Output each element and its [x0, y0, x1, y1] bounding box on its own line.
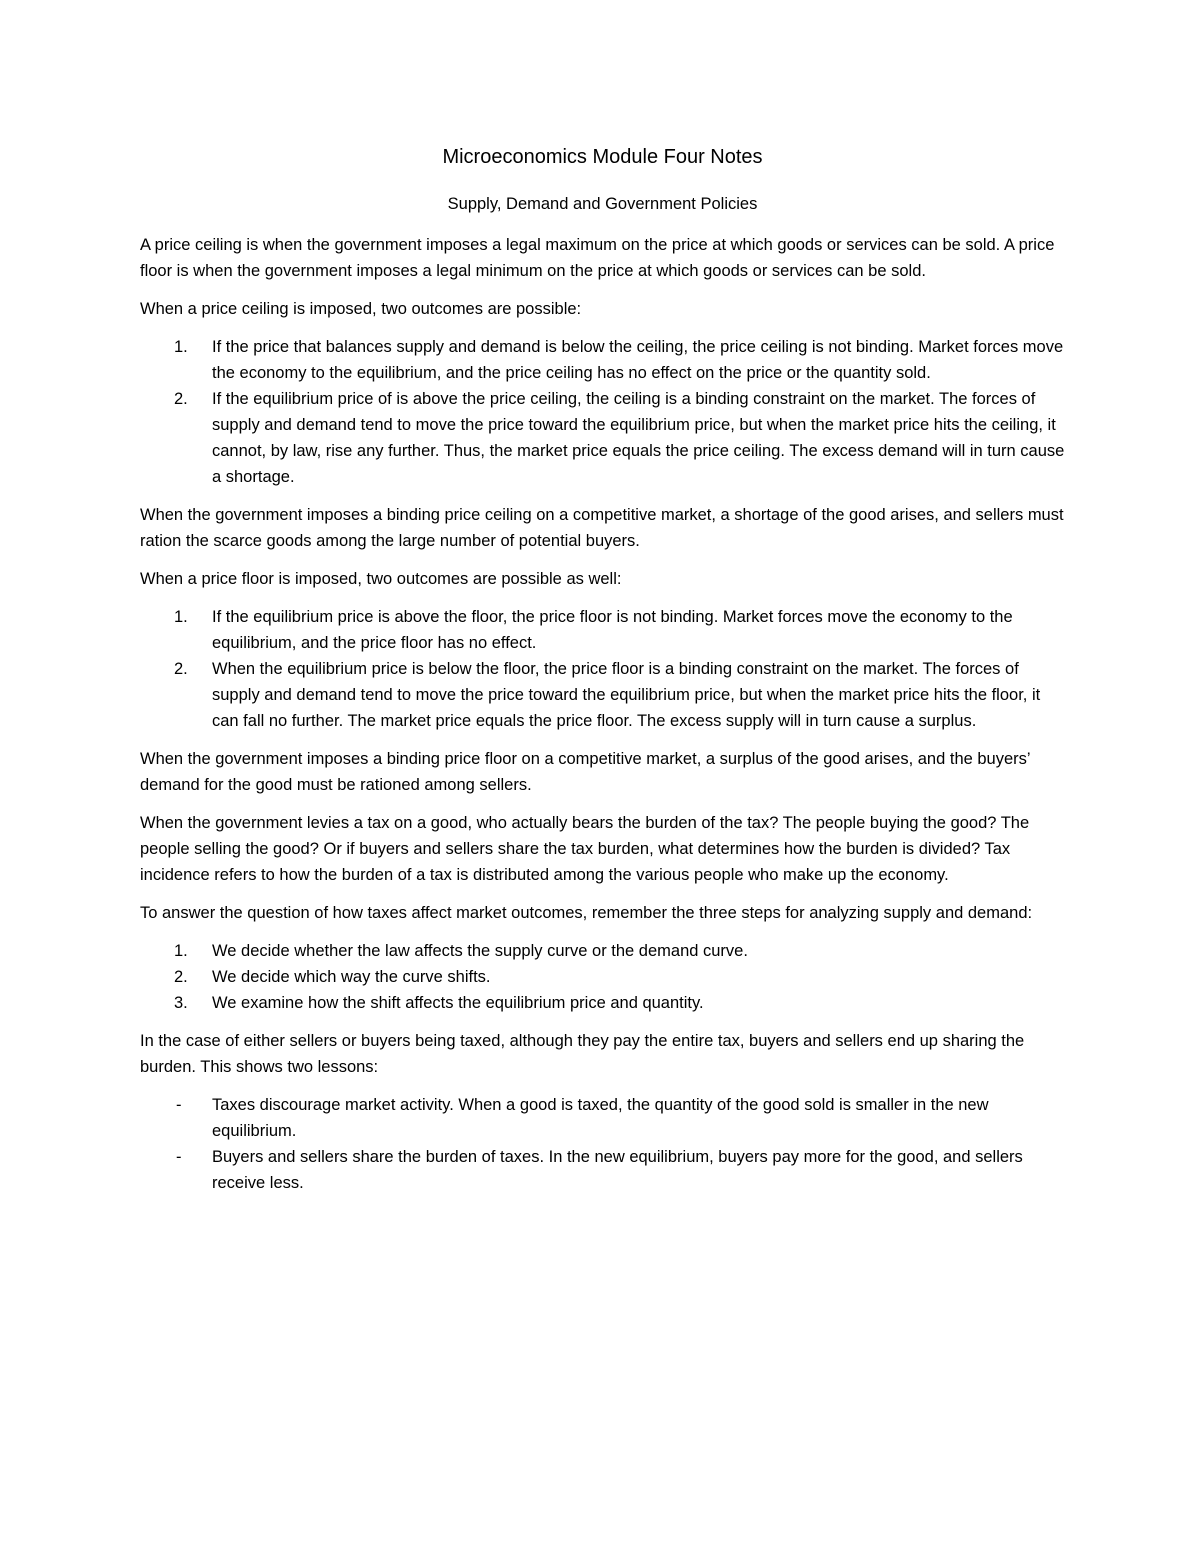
list-marker: 3. [174, 994, 188, 1012]
list-marker: 1. [174, 608, 188, 626]
list-marker: 1. [174, 942, 188, 960]
list-item [140, 334, 1065, 386]
paragraph-binding-price-ceiling: When the government imposes a binding price ceiling on a competitive market, a shortage of the good arises, and sellers must ration the scarce goods among the large number of potential buyers. [140, 506, 1064, 550]
paragraph-price-ceiling-outcomes-intro: When a price ceiling is imposed, two outcomes are possible: [140, 300, 582, 318]
list-item-text: We decide which way the curve shifts. [212, 968, 491, 986]
paragraph-three-steps-intro: To answer the question of how taxes affect market outcomes, remember the three steps for analyzing supply and demand: [140, 904, 1033, 922]
list-item-text: We decide whether the law affects the supply curve or the demand curve. [212, 942, 748, 960]
page-title: Microeconomics Module Four Notes [442, 146, 763, 168]
list-item [140, 386, 1065, 490]
list-price-floor-outcomes [140, 604, 1065, 734]
list-item-text: Taxes discourage market activity. When a good is taxed, the quantity of the good sold is smaller in the new equilibrium. [212, 1096, 989, 1140]
paragraph-price-ceiling-floor-definition: A price ceiling is when the government imposes a legal maximum on the price at which goods or services can be sold. A price floor is when the government imposes a legal minimum on the price at which goods or services can be sold. [140, 236, 1055, 280]
paragraph-tax-incidence: When the government levies a tax on a good, who actually bears the burden of the tax? The people buying the good? The people selling the good? Or if buyers and sellers share the tax burden, what determines how the burden is divided? Tax incidence refers to how the burden of a tax is distributed among the various people who make up the economy. [140, 814, 1030, 884]
list-item-text: We examine how the shift affects the equilibrium price and quantity. [212, 994, 704, 1012]
list-price-ceiling-outcomes [140, 334, 1065, 490]
list-item [140, 604, 1065, 656]
paragraph-binding-price-floor: When the government imposes a binding price floor on a competitive market, a surplus of the good arises, and the buyers’ demand for the good must be rationed among sellers. [140, 750, 1030, 794]
list-marker: 2. [174, 660, 188, 678]
list-marker: 2. [174, 390, 188, 408]
paragraph-tax-burden-lessons-intro: In the case of either sellers or buyers being taxed, although they pay the entire tax, buyers and sellers end up sharing the burden. This shows two lessons: [140, 1032, 1025, 1076]
list-item-text: If the equilibrium price is above the floor, the price floor is not binding. Market forces move the economy to the equilibrium, and the price floor has no effect. [212, 608, 1013, 652]
list-item [140, 656, 1065, 734]
list-item [140, 964, 1065, 990]
list-item-text: If the equilibrium price of is above the price ceiling, the ceiling is a binding constraint on the market. The forces of supply and demand tend to move the price toward the equilibrium price, but when the market price hits the ceiling, it cannot, by law, rise any further. Thus, the market price equals the price ceiling. The excess demand will in turn cause a shortage. [212, 390, 1065, 486]
page-subtitle: Supply, Demand and Government Policies [447, 195, 758, 213]
list-marker: - [176, 1096, 182, 1114]
document-page [140, 140, 1065, 1208]
list-item-text: When the equilibrium price is below the floor, the price floor is a binding constraint on the market. The forces of supply and demand tend to move the price toward the equilibrium price, but when the market price hits the floor, it can fall no further. The market price equals the price floor. The excess supply will in turn cause a surplus. [212, 660, 1041, 730]
list-item [140, 990, 1065, 1016]
list-item-text: If the price that balances supply and demand is below the ceiling, the price ceiling is not binding. Market forces move the economy to the equilibrium, and the price ceiling has no effect on the price or the quantity sold. [212, 338, 1064, 382]
list-item-text: Buyers and sellers share the burden of taxes. In the new equilibrium, buyers pay more for the good, and sellers receive less. [212, 1148, 1023, 1192]
paragraph-price-floor-outcomes-intro: When a price floor is imposed, two outcomes are possible as well: [140, 570, 622, 588]
list-three-steps [140, 938, 1065, 1016]
list-marker: 2. [174, 968, 188, 986]
list-item [140, 1092, 1065, 1144]
list-marker: - [176, 1148, 182, 1166]
list-item [140, 1144, 1065, 1196]
list-item [140, 938, 1065, 964]
list-tax-lessons [140, 1092, 1065, 1196]
list-marker: 1. [174, 338, 188, 356]
